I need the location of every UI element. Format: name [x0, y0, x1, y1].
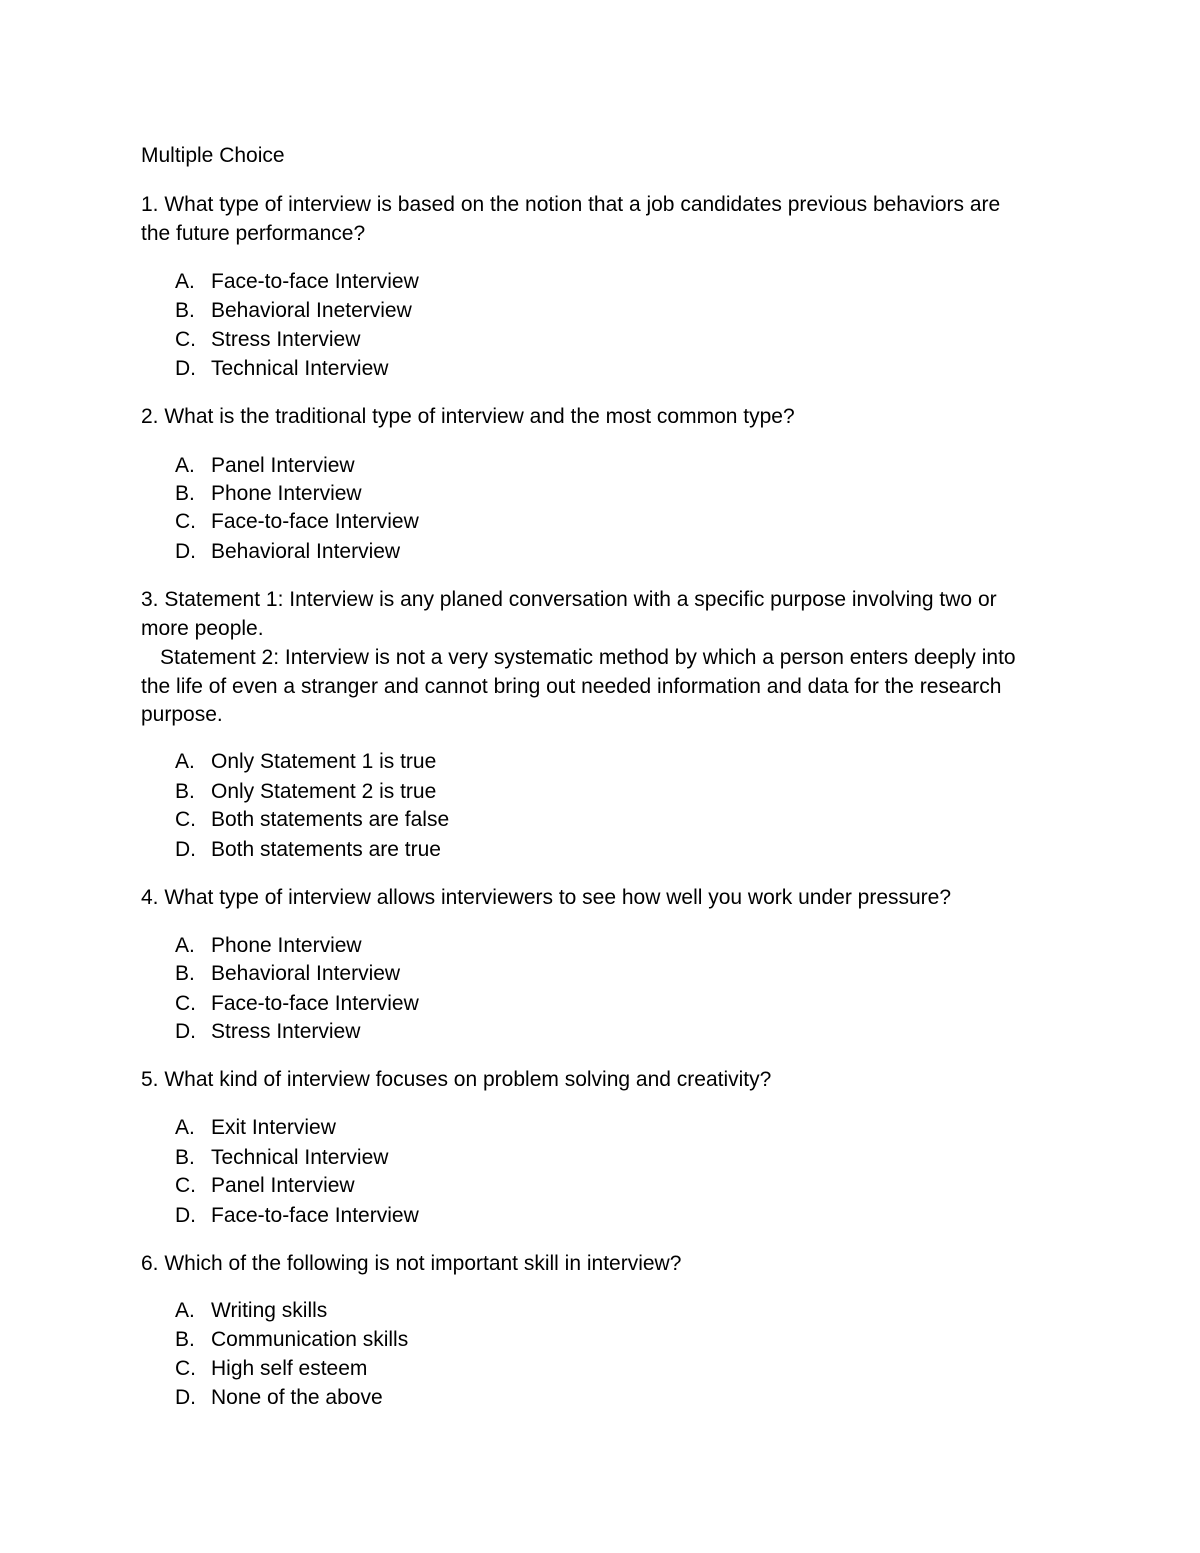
question-5-option-d-letter: D.: [175, 1204, 196, 1227]
question-2-option-c-text: Face-to-face Interview: [211, 510, 419, 533]
question-4-option-b-text: Behavioral Interview: [211, 962, 401, 985]
question-3-line-5: purpose.: [141, 703, 223, 726]
question-2-option-d-letter: D.: [175, 540, 196, 563]
question-1-option-b-text: Behavioral Ineterview: [211, 299, 412, 322]
question-3-option-c-text: Both statements are false: [211, 808, 450, 831]
question-6-option-a-text: Writing skills: [211, 1299, 328, 1322]
question-5-option-a-text: Exit Interview: [211, 1116, 336, 1139]
question-1-option-c-letter: C.: [175, 328, 196, 351]
question-2-option-c-letter: C.: [175, 510, 196, 533]
question-4-line-1: 4. What type of interview allows interviewers to see how well you work under pressure?: [141, 886, 952, 909]
question-3-option-d-letter: D.: [175, 838, 196, 861]
question-2-option-d-text: Behavioral Interview: [211, 540, 401, 563]
question-6-option-b-text: Communication skills: [211, 1328, 409, 1351]
question-3-option-c-letter: C.: [175, 808, 196, 831]
question-5-option-c-letter: C.: [175, 1174, 196, 1197]
question-6-line-1: 6. Which of the following is not important skill in interview?: [141, 1252, 682, 1275]
document-heading: Multiple Choice: [141, 144, 285, 167]
question-4-option-b-letter: B.: [175, 962, 195, 985]
question-2-option-a-letter: A.: [175, 454, 195, 477]
question-1-option-a-letter: A.: [175, 270, 195, 293]
question-5-option-b-letter: B.: [175, 1146, 195, 1169]
question-5-option-b-text: Technical Interview: [211, 1146, 389, 1169]
question-6-option-b-letter: B.: [175, 1328, 195, 1351]
question-1-option-d-letter: D.: [175, 357, 196, 380]
question-3-line-3: Statement 2: Interview is not a very systematic method by which a person enters deeply into: [160, 646, 1016, 669]
question-4-option-d-letter: D.: [175, 1020, 196, 1043]
question-6-option-c-letter: C.: [175, 1357, 196, 1380]
question-2-option-a-text: Panel Interview: [211, 454, 355, 477]
question-4-option-a-letter: A.: [175, 934, 195, 957]
question-4-option-c-letter: C.: [175, 992, 196, 1015]
question-2-option-b-text: Phone Interview: [211, 482, 362, 505]
question-3-option-d-text: Both statements are true: [211, 838, 441, 861]
question-3-option-a-text: Only Statement 1 is true: [211, 750, 437, 773]
question-1-line-1: 1. What type of interview is based on the notion that a job candidates previous behaviors are: [141, 193, 1001, 216]
question-4-option-d-text: Stress Interview: [211, 1020, 361, 1043]
question-4-option-a-text: Phone Interview: [211, 934, 362, 957]
question-3-option-a-letter: A.: [175, 750, 195, 773]
question-1-line-2: the future performance?: [141, 222, 366, 245]
question-2-line-1: 2. What is the traditional type of interview and the most common type?: [141, 405, 795, 428]
question-4-option-c-text: Face-to-face Interview: [211, 992, 419, 1015]
question-2-option-b-letter: B.: [175, 482, 195, 505]
question-6-option-c-text: High self esteem: [211, 1357, 368, 1380]
question-5-option-d-text: Face-to-face Interview: [211, 1204, 419, 1227]
question-3-option-b-letter: B.: [175, 780, 195, 803]
question-1-option-c-text: Stress Interview: [211, 328, 361, 351]
question-5-line-1: 5. What kind of interview focuses on problem solving and creativity?: [141, 1068, 772, 1091]
question-6-option-d-letter: D.: [175, 1386, 196, 1409]
question-3-option-b-text: Only Statement 2 is true: [211, 780, 437, 803]
question-6-option-d-text: None of the above: [211, 1386, 383, 1409]
question-3-line-2: more people.: [141, 617, 264, 640]
question-5-option-c-text: Panel Interview: [211, 1174, 355, 1197]
question-5-option-a-letter: A.: [175, 1116, 195, 1139]
question-1-option-b-letter: B.: [175, 299, 195, 322]
question-3-line-1: 3. Statement 1: Interview is any planed conversation with a specific purpose involving two or: [141, 588, 997, 611]
question-6-option-a-letter: A.: [175, 1299, 195, 1322]
question-1-option-a-text: Face-to-face Interview: [211, 270, 419, 293]
question-1-option-d-text: Technical Interview: [211, 357, 389, 380]
question-3-line-4: the life of even a stranger and cannot bring out needed information and data for the research: [141, 675, 1002, 698]
